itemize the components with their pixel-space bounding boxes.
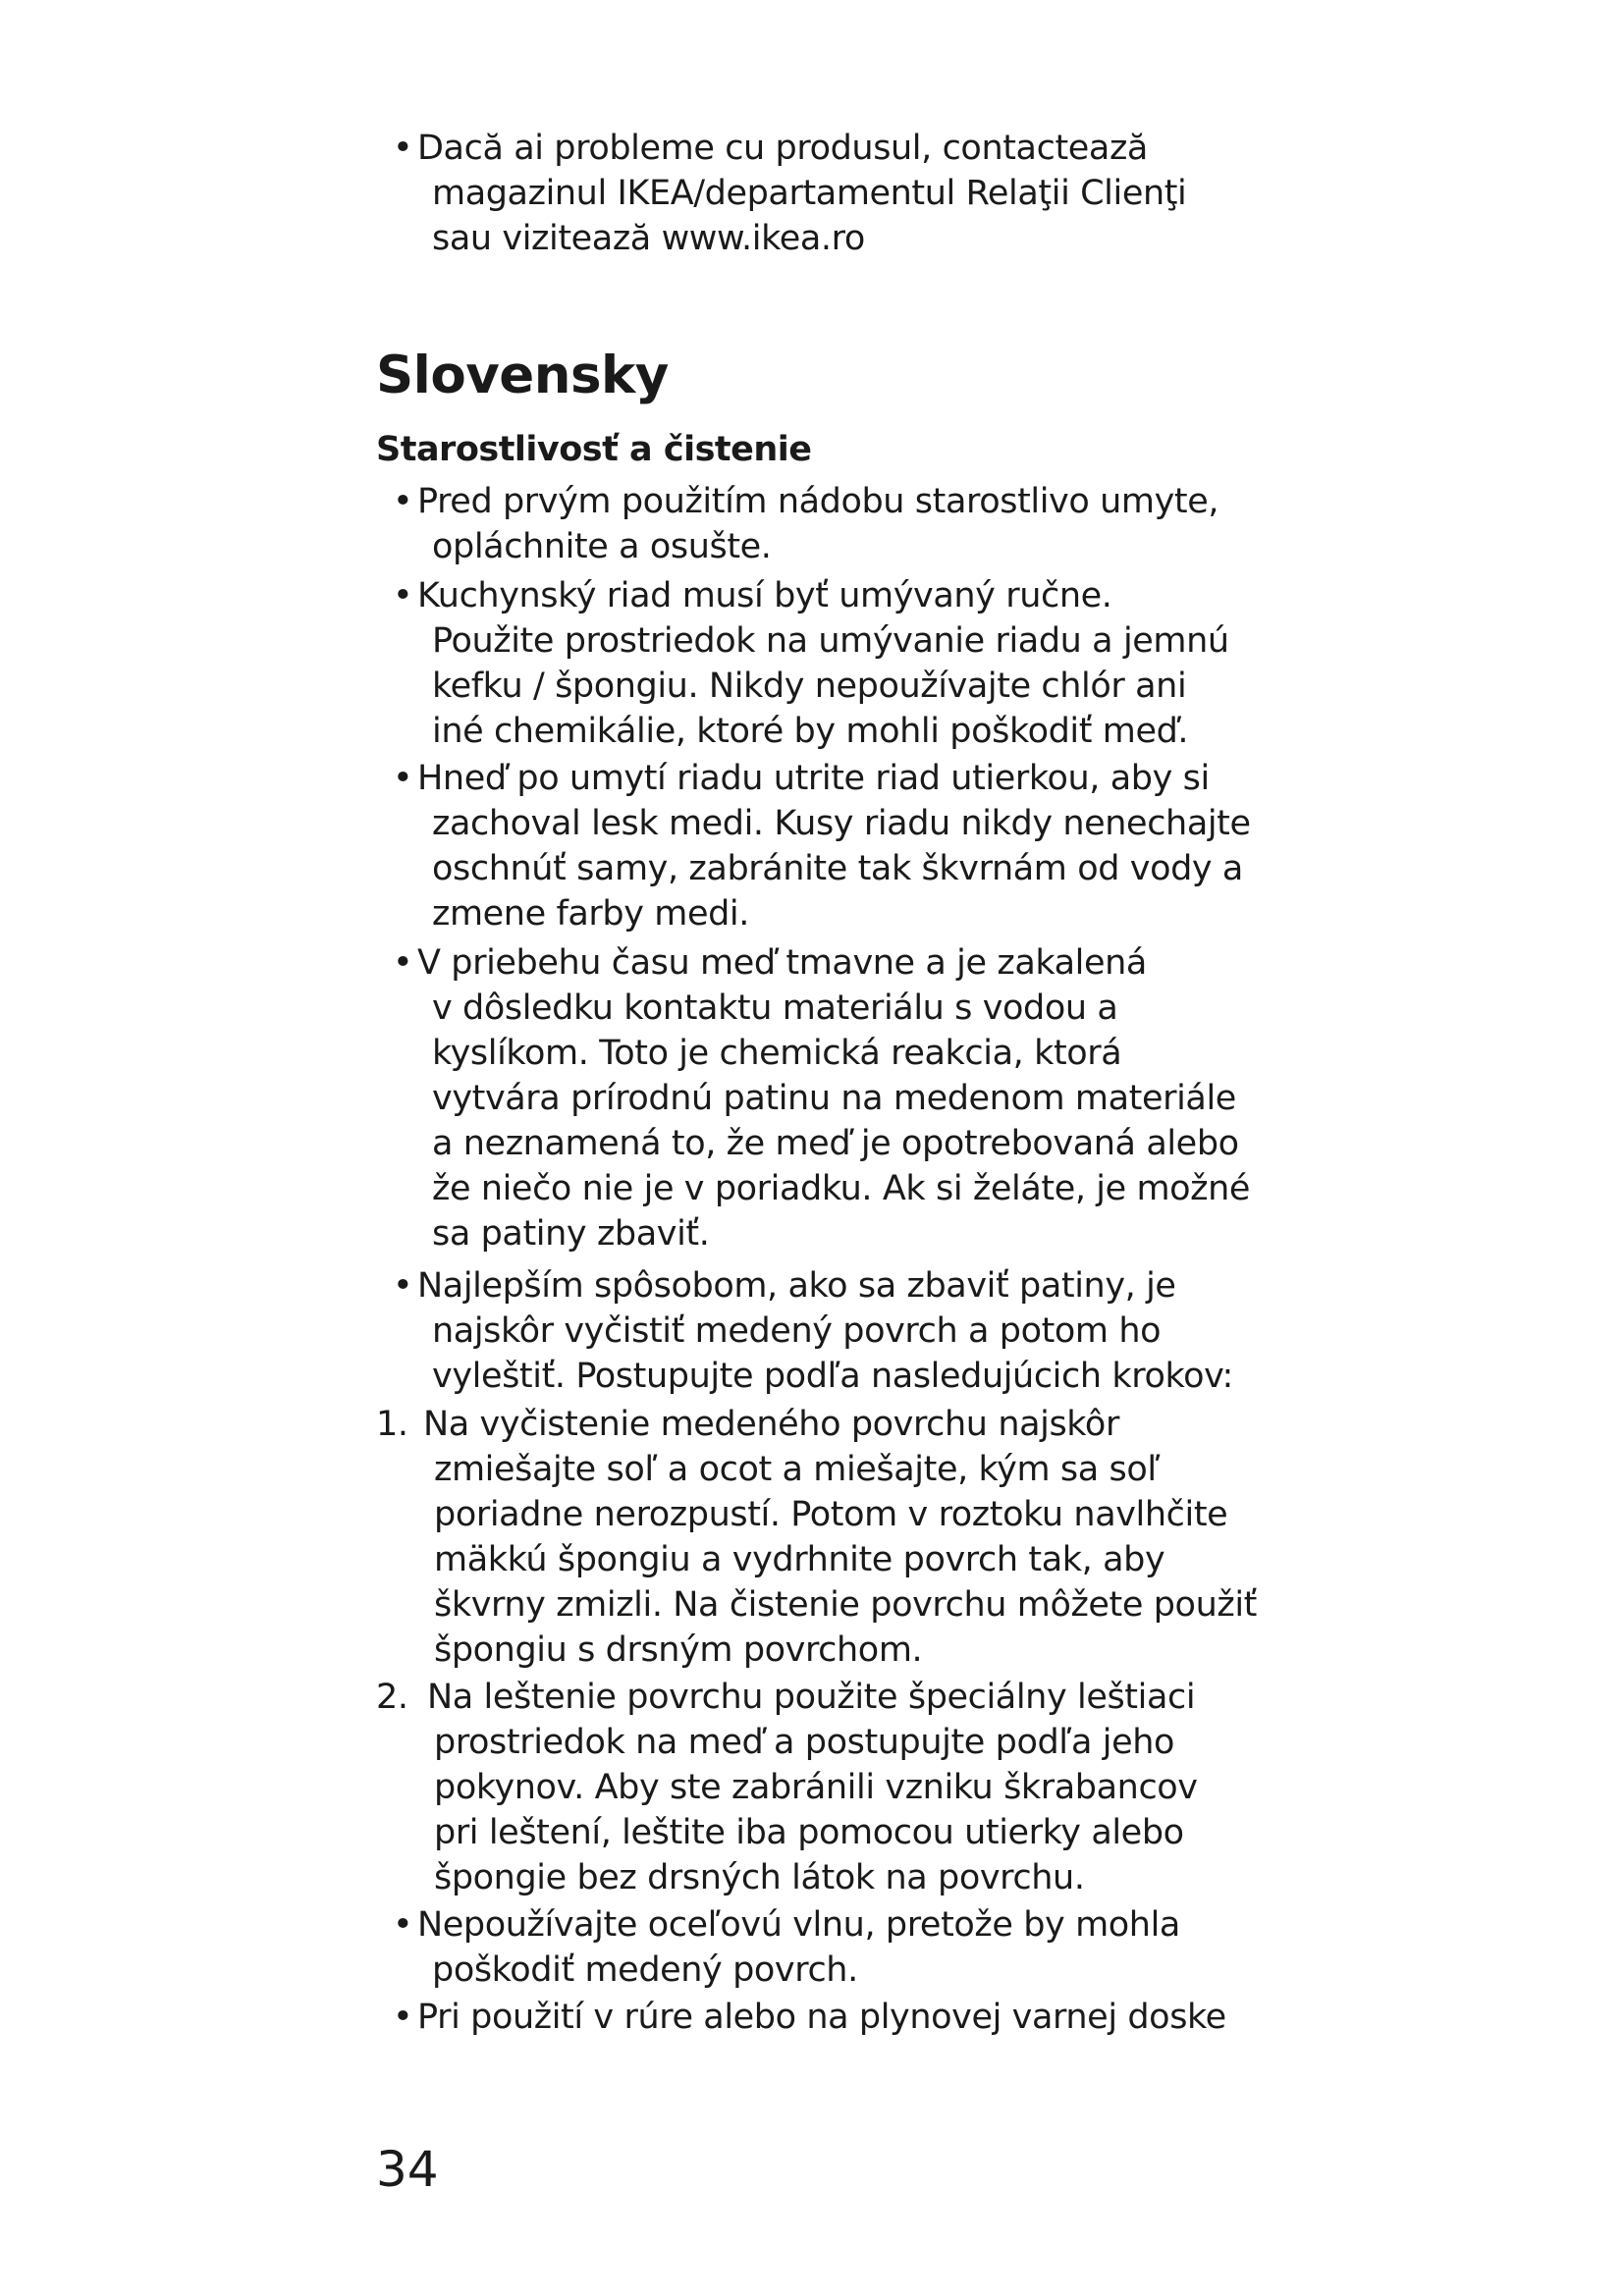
bullet-line: V priebehu času meď tmavne a je zakalená xyxy=(417,943,1147,983)
care-bullet-first-use xyxy=(393,479,1276,569)
bullet-dot-icon: • xyxy=(393,1905,413,1945)
step-line: Na leštenie povrchu použite špeciálny leštiaci xyxy=(427,1678,1196,1717)
bullet-dot-icon: • xyxy=(393,1998,413,2037)
bullet-line: oschnúť samy, zabránite tak škvrnám od vody a xyxy=(432,849,1243,888)
bullet-line: iné chemikálie, ktoré by mohli poškodiť meď. xyxy=(432,712,1189,751)
ro-contact-bullet xyxy=(393,126,1276,261)
care-bullet-dry xyxy=(393,756,1276,936)
step-number: 2. xyxy=(376,1678,408,1717)
bullet-dot-icon: • xyxy=(393,1266,413,1306)
bullet-line: Dacă ai probleme cu produsul, contactează xyxy=(417,129,1148,168)
bullet-line: Použite prostriedok na umývanie riadu a jemnú xyxy=(432,621,1229,661)
step-line: zmiešajte soľ a ocot a miešajte, kým sa soľ xyxy=(434,1450,1161,1489)
care-bullet-hand-wash xyxy=(393,573,1276,754)
bullet-line: zachoval lesk medi. Kusy riadu nikdy nenechajte xyxy=(432,804,1251,843)
bullet-dot-icon: • xyxy=(393,482,413,521)
bullet-line: a neznamená to, že meď je opotrebovaná alebo xyxy=(432,1124,1239,1163)
bullet-dot-icon: • xyxy=(393,943,413,983)
bullet-line: kyslíkom. Toto je chemická reakcia, ktorá xyxy=(432,1034,1122,1073)
bullet-line: Najlepším spôsobom, ako sa zbaviť patiny, je xyxy=(417,1266,1176,1306)
bullet-dot-icon: • xyxy=(393,576,413,615)
bullet-line: Hneď po umytí riadu utrite riad utierkou, aby si xyxy=(417,759,1210,798)
subsection-title: Starostlivosť a čistenie xyxy=(376,430,812,469)
step-line: poriadne nerozpustí. Potom v roztoku navlhčite xyxy=(434,1495,1228,1534)
bullet-line: Kuchynský riad musí byť umývaný ručne. xyxy=(417,576,1112,615)
bullet-line: kefku / špongiu. Nikdy nepoužívajte chlór ani xyxy=(432,667,1187,706)
step-1 xyxy=(376,1402,1319,1673)
bullet-line: zmene farby medi. xyxy=(432,894,749,934)
bullet-line: poškodiť medený povrch. xyxy=(432,1950,858,1990)
bullet-line: opláchnite a osušte. xyxy=(432,527,772,566)
step-line: špongiu s drsným povrchom. xyxy=(434,1630,923,1670)
page-number: 34 xyxy=(376,2141,439,2198)
care-bullet-steel-wool xyxy=(393,1902,1276,1993)
bullet-dot-icon: • xyxy=(393,759,413,798)
care-bullet-oven-use xyxy=(393,1995,1276,2040)
step-line: špongie bez drsných látok na povrchu. xyxy=(434,1858,1085,1897)
care-bullet-patina xyxy=(393,940,1276,1256)
step-line: pri leštení, leštite iba pomocou utierky alebo xyxy=(434,1813,1184,1852)
step-2 xyxy=(376,1675,1319,1900)
step-line: prostriedok na meď a postupujte podľa jeho xyxy=(434,1723,1175,1762)
step-line: škvrny zmizli. Na čistenie povrchu môžete použiť xyxy=(434,1585,1257,1625)
care-bullet-remove-patina xyxy=(393,1263,1276,1399)
bullet-line: že niečo nie je v poriadku. Ak si želáte, je možné xyxy=(432,1169,1251,1208)
bullet-dot-icon: • xyxy=(393,129,413,168)
bullet-line: Nepoužívajte oceľovú vlnu, pretože by mohla xyxy=(417,1905,1180,1945)
bullet-line: v dôsledku kontaktu materiálu s vodou a xyxy=(432,988,1118,1028)
bullet-line: Pri použití v rúre alebo na plynovej varnej doske xyxy=(417,1998,1226,2037)
bullet-line: vytvára prírodnú patinu na medenom materiále xyxy=(432,1079,1236,1118)
bullet-line: najskôr vyčistiť medený povrch a potom ho xyxy=(432,1311,1162,1351)
bullet-line: vyleštiť. Postupujte podľa nasledujúcich krokov: xyxy=(432,1357,1233,1396)
step-line: pokynov. Aby ste zabránili vzniku škrabancov xyxy=(434,1768,1198,1807)
step-line: Na vyčistenie medeného povrchu najskôr xyxy=(423,1405,1119,1444)
bullet-line: sau vizitează www.ikea.ro xyxy=(432,219,865,258)
bullet-line: sa patiny zbaviť. xyxy=(432,1214,710,1254)
step-line: mäkkú špongiu a vydrhnite povrch tak, aby xyxy=(434,1540,1165,1579)
section-title: Slovensky xyxy=(376,346,669,405)
bullet-line: Pred prvým použitím nádobu starostlivo umyte, xyxy=(417,482,1219,521)
step-number: 1. xyxy=(376,1405,408,1444)
bullet-line: magazinul IKEA/departamentul Relaţii Clienţi xyxy=(432,174,1187,213)
